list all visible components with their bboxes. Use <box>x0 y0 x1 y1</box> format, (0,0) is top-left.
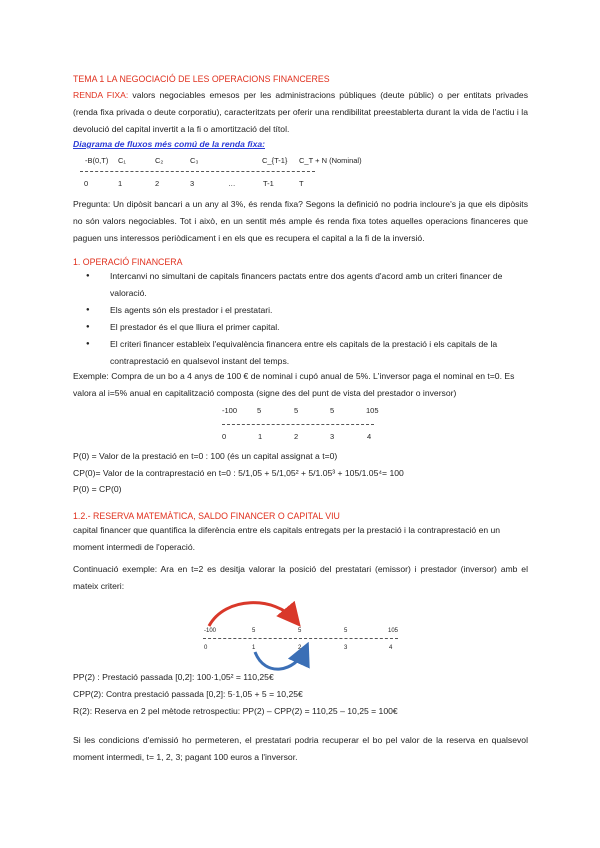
diagram2-top-2: 5 <box>294 406 299 415</box>
bullet-item: ● Intercanvi no simultani de capitals financers pactats entre dos agents d'acord amb un criteri financer de valoració. <box>73 268 528 302</box>
formula-line: R(2): Reserva en 2 pel mètode retrospectiu: PP(2) – CPP(2) = 110,25 – 10,25 = 100€ <box>73 706 398 716</box>
diagram1-top-2: C₂ <box>155 156 164 165</box>
diagram1-bottom-3: 3 <box>190 179 195 188</box>
page-title: TEMA 1 LA NEGOCIACIÓ DE LES OPERACIONS FINANCERES <box>73 74 330 84</box>
section2-text: capital financer que quantifica la diferència entre els capitals entregats per la prestació i la contraprestació en un moment intermedi de l'operació. <box>73 525 501 552</box>
diagram1-bottom-4: … <box>228 179 236 188</box>
renda-fixa-paragraph <box>73 87 528 138</box>
diagram-title-wrap <box>73 136 528 153</box>
diagram1-top-1: C₁ <box>118 156 126 165</box>
diagram3-top-4: 105 <box>388 628 399 634</box>
diagram3-axis <box>203 638 398 639</box>
diagram1-top-0: -B(0,T) <box>85 156 109 165</box>
pregunta-paragraph: Pregunta: Un dipòsit bancari a un any al 3%, és renda fixa? Segons la definició no podria incloure's ja que els dipòsits no són valors negociables. Tot i això, en un sentit més ample és renda fixa totes aquelles operacions financeres que paguen uns interessos periòdicament i en els que es recupera el capital a la fi de la inversió. <box>73 199 528 243</box>
section2-heading: 1.2.- RESERVA MATEMÀTICA, SALDO FINANCER O CAPITAL VIU <box>73 511 340 521</box>
formula-line: P(0) = Valor de la prestació en t=0 : 100 (és un capital assignat a t=0) <box>73 451 338 461</box>
formula-line: P(0) = CP(0) <box>73 484 122 494</box>
bullet-item: ● El criteri financer estableix l'equivalència financera entre els capitals de la prestació i els capitals de la contraprestació en qualsevol instant del temps. <box>73 336 528 370</box>
diagram3-bottom-2: 2 <box>298 645 302 651</box>
diagram1-bottom-5: T-1 <box>263 179 274 188</box>
diagram2-top-0: -100 <box>222 406 238 415</box>
section1-bullets <box>73 268 528 370</box>
diagram2-bottom-3: 3 <box>330 432 335 441</box>
diagram1-bottom-2: 2 <box>155 179 160 188</box>
diagram2-axis <box>222 424 374 425</box>
formula-line: CPP(2): Contra prestació passada [0,2]: 5·1,05 + 5 = 10,25€ <box>73 689 303 699</box>
formula-line: CP(0)= Valor de la contraprestació en t=0 : 5/1,05 + 5/1,05² + 5/1.05³ + 105/1.05⁴= 100 <box>73 468 404 478</box>
bullet-item: ● El prestador és el que lliura el primer capital. <box>73 319 528 336</box>
diagram-title[interactable]: Diagrama de fluxos més comú de la renda fixa: <box>73 139 265 149</box>
diagram3-bottom-1: 1 <box>252 645 256 651</box>
formula-line: PP(2) : Prestació passada [0,2]: 100·1,05² = 110,25€ <box>73 672 274 682</box>
diagram2-top-4: 105 <box>366 406 379 415</box>
diagram3-bottom-0: 0 <box>204 645 208 651</box>
diagram2-bottom-4: 4 <box>367 432 372 441</box>
diagram1-bottom-1: 1 <box>118 179 123 188</box>
diagram2-top-1: 5 <box>257 406 262 415</box>
continuacio-paragraph: Continuació exemple: Ara en t=2 es desitja valorar la posició del prestatari (emissor) i prestador (inversor) amb el mateix criteri: <box>73 564 528 591</box>
diagram2-bottom-1: 1 <box>258 432 263 441</box>
diagram1-bottom-6: T <box>299 179 304 188</box>
blue-arrow <box>255 650 305 669</box>
diagram1-top-4: C_{T-1} <box>262 156 288 165</box>
diagram3-top-2: 5 <box>298 628 302 634</box>
example-paragraph: Exemple: Compra de un bo a 4 anys de 100 € de nominal i cupó anual de 5%. L'inversor paga el nominal en t=0. Es valora al i=5% anual en capitalització composta (signe des del punt de vista del prestador o inversor) <box>73 371 515 398</box>
bullet-item: ● Els agents són els prestador i el prestatari. <box>73 302 528 319</box>
diagram2-bottom-0: 0 <box>222 432 227 441</box>
diagram2-top-3: 5 <box>330 406 335 415</box>
diagram1-bottom-0: 0 <box>84 179 89 188</box>
renda-fixa-label: RENDA FIXA: <box>73 90 129 100</box>
diagram1-top-5: C_T + N (Nominal) <box>299 156 362 165</box>
diagram3-top-0: -100 <box>204 628 217 634</box>
diagram3-top-3: 5 <box>344 628 348 634</box>
diagram3-top-1: 5 <box>252 628 256 634</box>
diagram2-bottom-2: 2 <box>294 432 299 441</box>
final-paragraph: Si les condicions d'emissió ho permeteren, el prestatari podria recuperar el bo pel valor de la reserva en qualsevol moment intermedi, t= 1, 2, 3; pagant 100 euros a l'inversor. <box>73 735 528 762</box>
diagram1-top-3: C₃ <box>190 156 199 165</box>
section1-heading: 1. OPERACIÓ FINANCERA <box>73 257 183 267</box>
red-arrow <box>209 603 295 626</box>
renda-fixa-text: valors negociables emesos per les administracions públiques (deute públic) o per entitats privades (renda fixa privada o deute corporatiu), caracteritzats per oferir una rendibilitat preestablerta durant la vida de l'actiu i la devolució del capital invertit a la fi o amortització del títol. <box>73 90 528 134</box>
diagram1-axis <box>80 171 315 172</box>
diagram3-bottom-3: 3 <box>344 645 348 651</box>
diagram3-bottom-4: 4 <box>389 645 393 651</box>
